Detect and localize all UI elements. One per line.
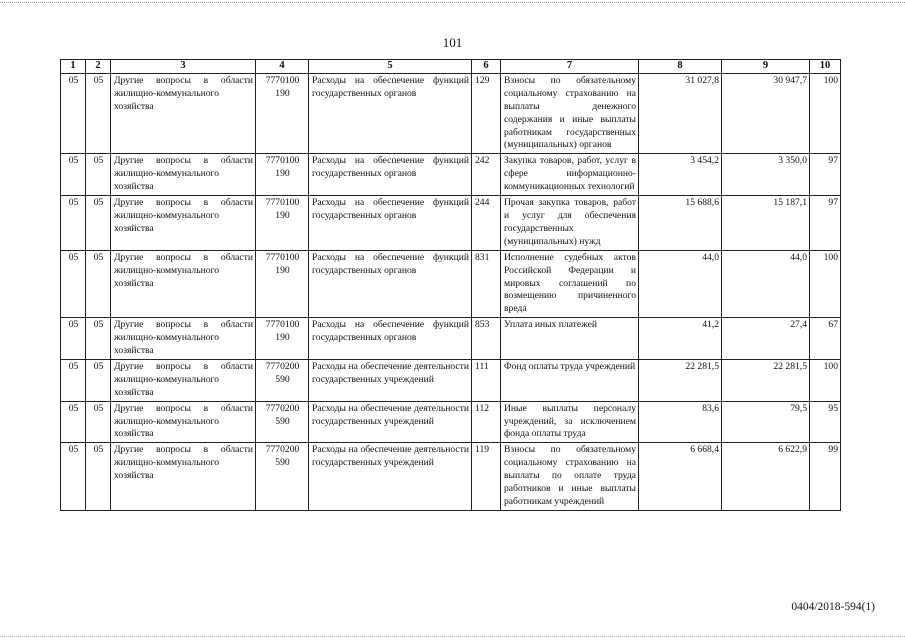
executed-amount-cell: 27,4 — [722, 318, 810, 360]
expense-type-code-cell: 112 — [472, 401, 501, 443]
target-article-name-cell: Расходы на обеспечение деятельности государственных учреждений — [309, 443, 472, 511]
column-header: 10 — [810, 60, 841, 74]
plan-amount-cell: 83,6 — [639, 401, 722, 443]
percent-cell: 100 — [810, 250, 841, 318]
scan-top-border — [0, 2, 905, 3]
table-row — [61, 401, 841, 443]
plan-amount-cell: 44,0 — [639, 250, 722, 318]
target-article-name-cell: Расходы на обеспечение деятельности государственных учреждений — [309, 401, 472, 443]
header-row — [61, 60, 841, 74]
executed-amount-cell: 15 187,1 — [722, 196, 810, 251]
target-article-name-cell: Расходы на обеспечение функций государственных органов — [309, 196, 472, 251]
target-article-name-cell: Расходы на обеспечение функций государственных органов — [309, 73, 472, 153]
expense-type-name-cell: Прочая закупка товаров, работ и услуг для обеспечения государственных (муниципальных) нужд — [501, 196, 639, 251]
section-name-cell: Другие вопросы в области жилищно-коммунального хозяйства — [111, 196, 256, 251]
expense-type-code-cell: 111 — [472, 359, 501, 401]
table-row — [61, 443, 841, 511]
target-article-cell: 7770100 190 — [256, 154, 309, 196]
percent-cell: 100 — [810, 73, 841, 153]
plan-amount-cell: 31 027,8 — [639, 73, 722, 153]
target-article-name-cell: Расходы на обеспечение функций государственных органов — [309, 154, 472, 196]
section-cell: 05 — [61, 154, 86, 196]
section-cell: 05 — [61, 250, 86, 318]
plan-amount-cell: 15 688,6 — [639, 196, 722, 251]
section-cell: 05 — [61, 401, 86, 443]
table-row — [61, 359, 841, 401]
percent-cell: 95 — [810, 401, 841, 443]
section-name-cell: Другие вопросы в области жилищно-коммунального хозяйства — [111, 443, 256, 511]
section-cell: 05 — [61, 359, 86, 401]
page-number: 101 — [442, 35, 463, 50]
plan-amount-cell: 3 454,2 — [639, 154, 722, 196]
column-header: 7 — [501, 60, 639, 74]
percent-cell: 100 — [810, 359, 841, 401]
plan-amount-cell: 6 668,4 — [639, 443, 722, 511]
section-name-cell: Другие вопросы в области жилищно-коммунального хозяйства — [111, 401, 256, 443]
target-article-name-cell: Расходы на обеспечение деятельности государственных учреждений — [309, 359, 472, 401]
column-header: 6 — [472, 60, 501, 74]
target-article-cell: 7770100 190 — [256, 73, 309, 153]
section-name-cell: Другие вопросы в области жилищно-коммунального хозяйства — [111, 318, 256, 360]
executed-amount-cell: 3 350,0 — [722, 154, 810, 196]
subsection-cell: 05 — [86, 443, 111, 511]
executed-amount-cell: 22 281,5 — [722, 359, 810, 401]
table-row — [61, 73, 841, 153]
column-header: 9 — [722, 60, 810, 74]
target-article-cell: 7770100 190 — [256, 196, 309, 251]
target-article-cell: 7770200 590 — [256, 443, 309, 511]
percent-cell: 99 — [810, 443, 841, 511]
target-article-cell: 7770100 190 — [256, 250, 309, 318]
section-cell: 05 — [61, 196, 86, 251]
document-code: 0404/2018-594(1) — [791, 601, 875, 613]
expense-type-code-cell: 831 — [472, 250, 501, 318]
section-name-cell: Другие вопросы в области жилищно-коммунального хозяйства — [111, 154, 256, 196]
column-header: 1 — [61, 60, 86, 74]
section-name-cell: Другие вопросы в области жилищно-коммунального хозяйства — [111, 359, 256, 401]
column-header: 5 — [309, 60, 472, 74]
table-row — [61, 196, 841, 251]
executed-amount-cell: 30 947,7 — [722, 73, 810, 153]
section-name-cell: Другие вопросы в области жилищно-коммунального хозяйства — [111, 73, 256, 153]
section-cell: 05 — [61, 318, 86, 360]
budget-execution-table — [60, 59, 841, 511]
subsection-cell: 05 — [86, 73, 111, 153]
table-row — [61, 250, 841, 318]
scan-bottom-border — [0, 636, 905, 637]
target-article-cell: 7770100 190 — [256, 318, 309, 360]
expense-type-name-cell: Иные выплаты персоналу учреждений, за исключением фонда оплаты труда — [501, 401, 639, 443]
expense-type-code-cell: 129 — [472, 73, 501, 153]
target-article-cell: 7770200 590 — [256, 401, 309, 443]
executed-amount-cell: 79,5 — [722, 401, 810, 443]
subsection-cell: 05 — [86, 359, 111, 401]
expense-type-name-cell: Уплата иных платежей — [501, 318, 639, 360]
section-cell: 05 — [61, 73, 86, 153]
section-cell: 05 — [61, 443, 86, 511]
subsection-cell: 05 — [86, 154, 111, 196]
expense-type-name-cell: Фонд оплаты труда учреждений — [501, 359, 639, 401]
subsection-cell: 05 — [86, 250, 111, 318]
expense-type-code-cell: 242 — [472, 154, 501, 196]
plan-amount-cell: 22 281,5 — [639, 359, 722, 401]
expense-type-name-cell: Закупка товаров, работ, услуг в сфере информационно-коммуникационных технологий — [501, 154, 639, 196]
executed-amount-cell: 44,0 — [722, 250, 810, 318]
column-header: 3 — [111, 60, 256, 74]
expense-type-code-cell: 119 — [472, 443, 501, 511]
subsection-cell: 05 — [86, 196, 111, 251]
column-header: 4 — [256, 60, 309, 74]
subsection-cell: 05 — [86, 318, 111, 360]
expense-type-code-cell: 244 — [472, 196, 501, 251]
percent-cell: 67 — [810, 318, 841, 360]
column-header: 8 — [639, 60, 722, 74]
target-article-name-cell: Расходы на обеспечение функций государственных органов — [309, 318, 472, 360]
percent-cell: 97 — [810, 196, 841, 251]
expense-type-name-cell: Взносы по обязательному социальному страхованию на выплаты по оплате труда работников и иные выплаты работникам учреждений — [501, 443, 639, 511]
section-name-cell: Другие вопросы в области жилищно-коммунального хозяйства — [111, 250, 256, 318]
column-header: 2 — [86, 60, 111, 74]
executed-amount-cell: 6 622,9 — [722, 443, 810, 511]
expense-type-name-cell: Взносы по обязательному социальному страхованию на выплаты денежного содержания и иные выплаты работникам государственных (муниципальных) органов — [501, 73, 639, 153]
target-article-name-cell: Расходы на обеспечение функций государственных органов — [309, 250, 472, 318]
expense-type-code-cell: 853 — [472, 318, 501, 360]
expense-type-name-cell: Исполнение судебных актов Российской Федерации и мировых соглашений по возмещению причиненного вреда — [501, 250, 639, 318]
table-row — [61, 154, 841, 196]
percent-cell: 97 — [810, 154, 841, 196]
table-row — [61, 318, 841, 360]
table-body — [61, 73, 841, 510]
plan-amount-cell: 41,2 — [639, 318, 722, 360]
subsection-cell: 05 — [86, 401, 111, 443]
target-article-cell: 7770200 590 — [256, 359, 309, 401]
